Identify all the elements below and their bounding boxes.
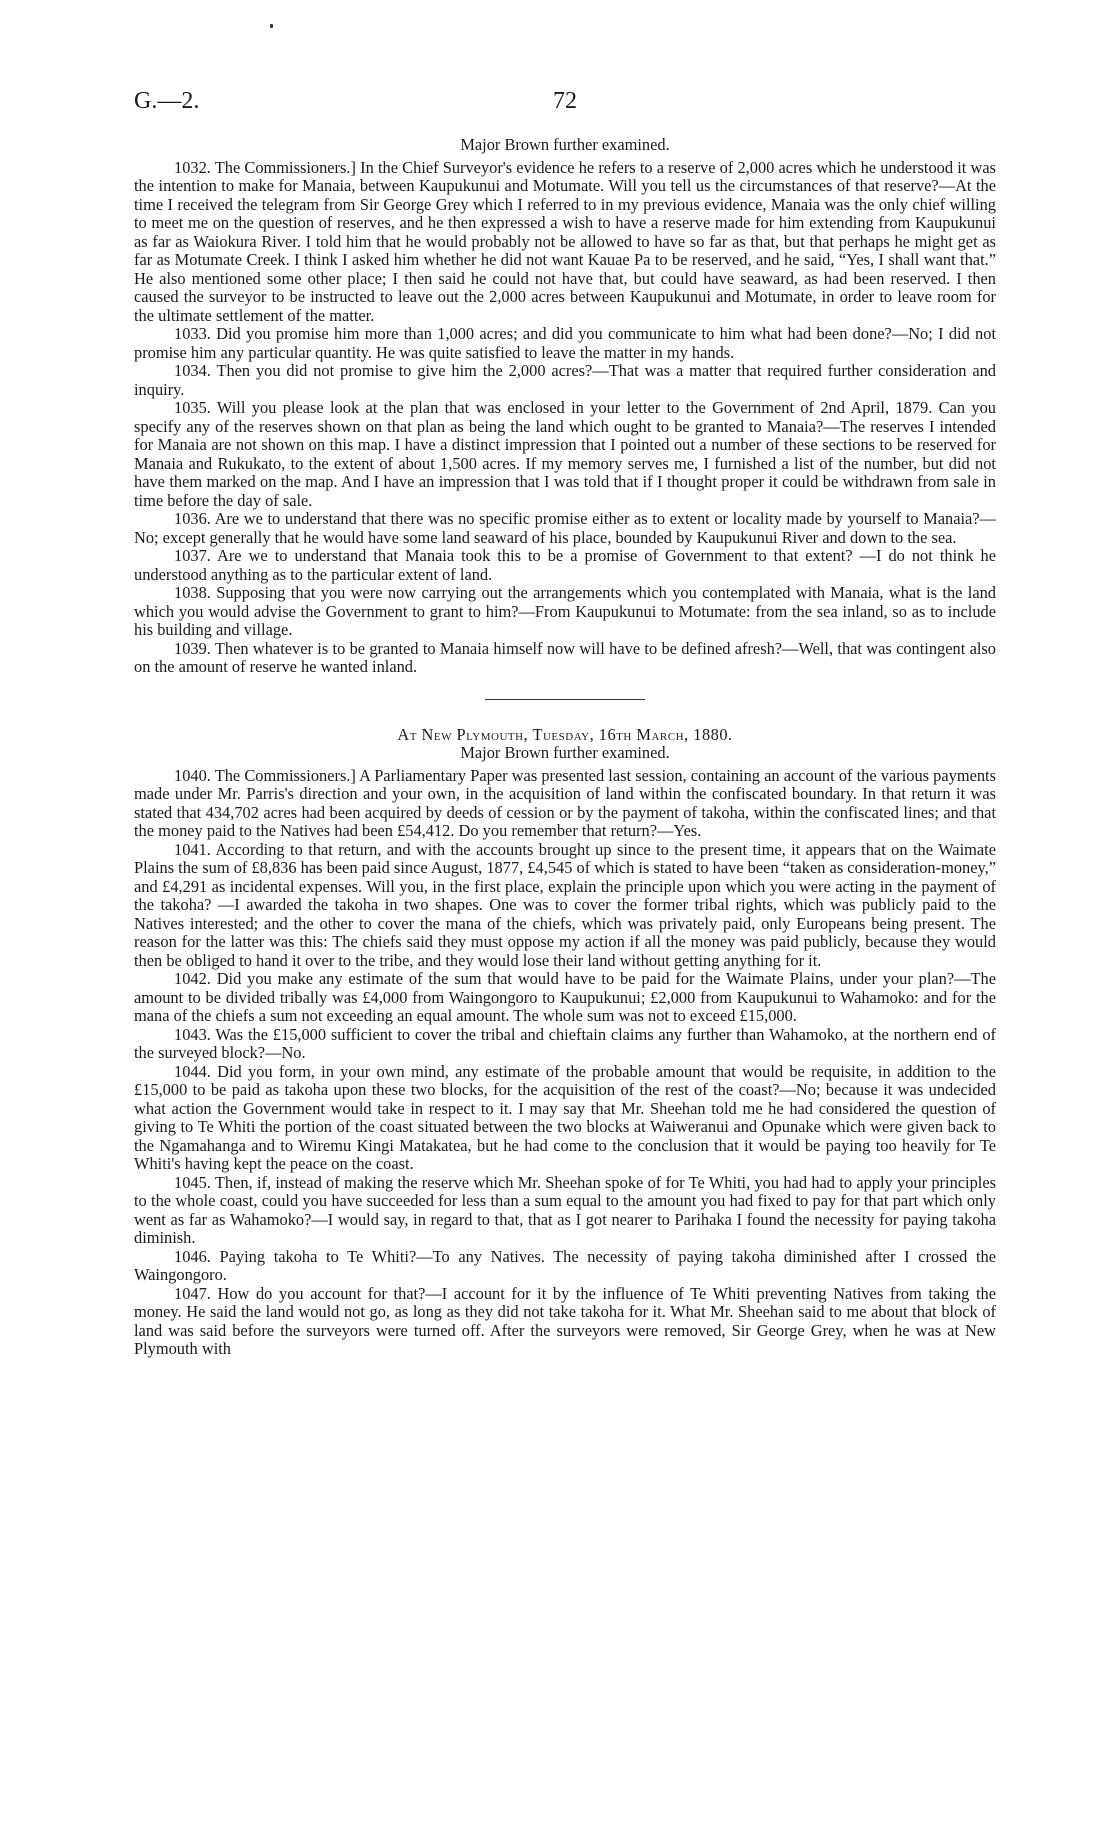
paragraph: 1041. According to that return, and with the accounts brought up since to the present time, it appears that on the Waimate Plains the sum of £8,836 has been paid since August, 1877, £4,545 of which is stated to have been “taken as consideration-money,” and £4,291 as incidental expenses. Will you, in the first place, explain the principle upon which you were acting in the payment of the takoha? —I awarded the takoha in two shapes. One was to cover the former tribal rights, which was publicly paid to the Natives interested; and the other to cover the mana of the chiefs, which was privately paid, only Europeans being present. The reason for the latter was this: The chiefs said they must oppose my action if all the money was paid publicly, because they would then be obliged to hand it over to the tribe, and they would lose their land without getting anything for it. <box>134 839 996 970</box>
paragraph: 1036. Are we to understand that there was no specific promise either as to extent or locality made by yourself to Manaia?—No; except generally that he would have some land seaward of his place, bounded by Kaupukunui River and down to the sea. <box>134 509 996 547</box>
paragraph: 1034. Then you did not promise to give him the 2,000 acres?—That was a matter that required further consideration and inquiry. <box>134 361 996 399</box>
paragraph: 1043. Was the £15,000 sufficient to cover the tribal and chieftain claims any further than Wahamoko, at the northern end of the surveyed block?—No. <box>134 1024 996 1062</box>
speck-mark <box>270 24 273 28</box>
paragraph: 1047. How do you account for that?—I account for it by the influence of Te Whiti preventing Natives from taking the money. He said the land would not go, as long as they did not take takoha for it. What Mr. Sheehan said to me about that block of land was said before the surveyors were turned off. After the surveyors were removed, Sir George Grey, when he was at New Plymouth with <box>134 1283 996 1358</box>
page-header <box>134 88 996 128</box>
paragraph: 1035. Will you please look at the plan that was enclosed in your letter to the Government of 2nd April, 1879. Can you specify any of the reserves shown on that plan as being the land which ought to be granted to Manaia?—The reserves I intended for Manaia are not shown on this map. I have a distinct impression that I pointed out a number of these sections to be reserved for Manaia and Rukukato, to the extent of about 1,500 acres. If my memory serves me, I furnished a list of the number, but did not have them marked on the map. And I have an impression that I was told that if I thought proper it could be withdrawn from sale in time before the day of sale. <box>134 398 996 510</box>
page-number: 72 <box>553 88 577 114</box>
paragraph: 1032. The Commissioners.] In the Chief Surveyor's evidence he refers to a reserve of 2,000 acres which he understood it was the intention to make for Manaia, between Kaupukunui and Motumate. Will you tell us the circumstances of that reserve?—At the time I received the telegram from Sir George Grey which I referred to in my previous evidence, Manaia was the only chief willing to meet me on the question of reserves, and he then expressed a wish to have a reserve made for him extending from Kaupukunui as far as Waiokura River. I told him that he would probably not be allowed to have so far as that, but that perhaps he might get as far as Motumate Creek. I think I asked him whether he did not want Kauae Pa to be reserved, and he said, “Yes, I shall want that.” He also mentioned some other place; I then said he could not have that, but could have seaward, as had been reserved. I then caused the surveyor to be instructed to leave out the 2,000 acres between Kaupukunui and Motumate, in order to leave room for the ultimate settlement of the matter. <box>134 157 996 325</box>
paragraph: 1037. Are we to understand that Manaia took this to be a promise of Government to that extent? —I do not think he understood anything as to the particular extent of land. <box>134 546 996 584</box>
paragraph: 1046. Paying takoha to Te Whiti?—To any Natives. The necessity of paying takoha diminished after I crossed the Waingongoro. <box>134 1246 996 1284</box>
section-divider <box>485 699 645 700</box>
paragraph: 1042. Did you make any estimate of the sum that would have to be paid for the Waimate Plains, under your plan?—The amount to be divided tribally was £4,000 from Waingongoro to Kaupukunui; £2,000 from Kaupukunui to Wahamoko: and for the mana of the chiefs a sum not exceeding an equal amount. The whole sum was not to exceed £15,000. <box>134 969 996 1025</box>
section-heading: Major Brown further examined. <box>460 135 670 154</box>
document-body <box>134 136 996 1359</box>
paragraph: 1038. Supposing that you were now carrying out the arrangements which you contemplated with Manaia, what is the land which you would advise the Government to grant to him?—From Kaupukunui to Motumate: from the sea inland, so as to include his building and village. <box>134 583 996 639</box>
report-reference: G.—2. <box>134 88 200 114</box>
dateline: At New Plymouth, Tuesday, 16th March, 1880. <box>397 724 733 744</box>
section-heading: Major Brown further examined. <box>460 743 670 762</box>
paragraph: 1045. Then, if, instead of making the reserve which Mr. Sheehan spoke of for Te Whiti, you had had to apply your principles to the whole coast, could you have succeeded for less than a sum equal to the amount you had fixed to pay for that part which only went as far as Wahamoko?—I would say, in regard to that, that as I got nearer to Parihaka I found the necessity for paying takoha diminish. <box>134 1172 996 1247</box>
paragraph: 1044. Did you form, in your own mind, any estimate of the probable amount that would be requisite, in addition to the £15,000 to be paid as takoha upon these two blocks, for the acquisition of the rest of the coast?—No; because it was undecided what action the Government would take in respect to it. I may say that Mr. Sheehan told me he had considered the question of giving to Te Whiti the portion of the coast situated between the two blocks at Waiweranui and Opunake which were given back to the Ngamahanga and to Wiremu Kingi Matakatea, but he had come to the conclusion that it would be paying too heavily for Te Whiti's having kept the peace on the coast. <box>134 1061 996 1173</box>
paragraph: 1033. Did you promise him more than 1,000 acres; and did you communicate to him what had been done?—No; I did not promise him any particular quantity. He was quite satisfied to leave the matter in my hands. <box>134 324 996 362</box>
paragraph: 1039. Then whatever is to be granted to Manaia himself now will have to be defined afresh?—Well, that was contingent also on the amount of reserve he wanted inland. <box>134 638 996 676</box>
paragraph: 1040. The Commissioners.] A Parliamentary Paper was presented last session, containing an account of the various payments made under Mr. Parris's direction and your own, in the acquisition of land within the confiscated boundary. In that return it was stated that 434,702 acres had been acquired by deeds of cession or by the payment of takoha, within the confiscated lines; and that the money paid to the Natives had been £54,412. Do you remember that return?—Yes. <box>134 765 996 840</box>
